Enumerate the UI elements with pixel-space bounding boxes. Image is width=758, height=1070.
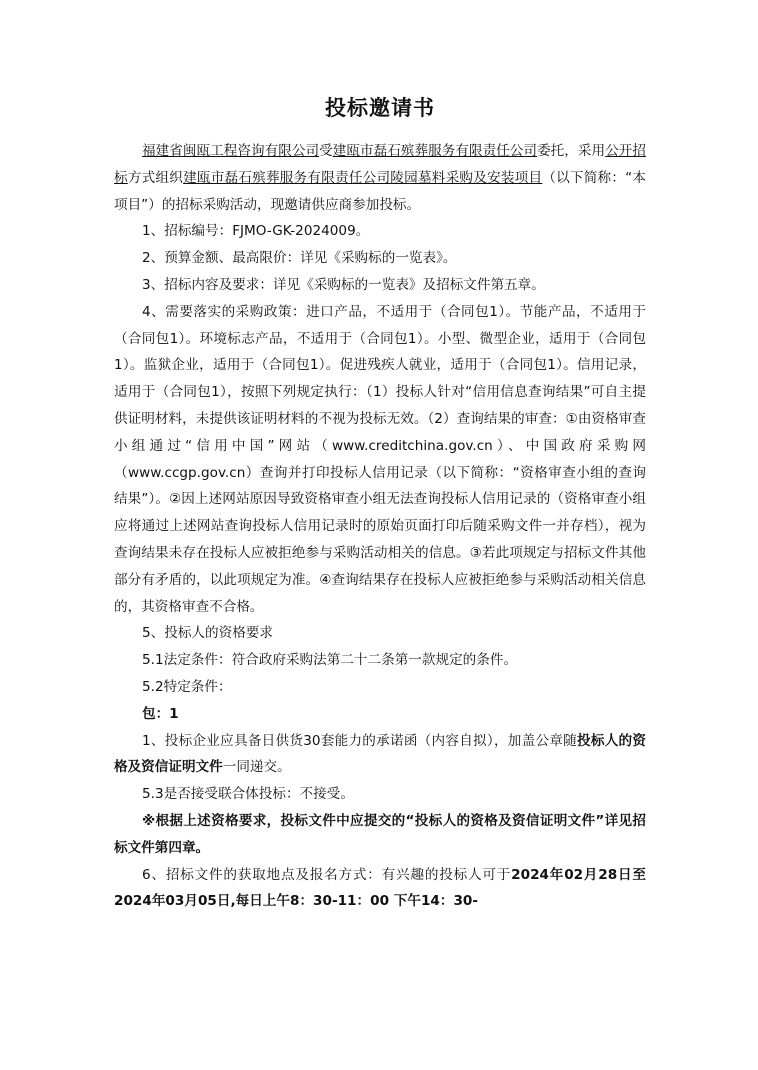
item-budget: 2、预算金额、最高限价：详见《采购标的一览表》。	[142, 250, 457, 267]
document-access-text: 6、招标文件的获取地点及报名方式：有兴趣的投标人可于	[142, 866, 512, 883]
item-content: 3、招标内容及要求：详见《采购标的一览表》及招标文件第五章。	[142, 276, 545, 293]
item-document-access	[114, 862, 646, 916]
item-qualification-heading: 5、投标人的资格要求	[142, 625, 273, 642]
procurement-method: 公开招标	[114, 143, 647, 186]
item-specific-conditions: 5.2特定条件：	[142, 678, 232, 695]
document-access-dates: 2024年02月28日至2024年03月05日,每日上午8：30-11：00 下午14：30-	[114, 866, 646, 910]
intro-paragraph	[114, 138, 646, 218]
qualification-note: ※根据上述资格要求，投标文件中应提交的“投标人的资格及资信证明文件”详见招标文件第四章。	[114, 812, 646, 856]
item-tender-number: 1、招标编号：FJMO-GK-2024009。	[142, 223, 370, 240]
agency-name: 福建省闽瓯工程咨询有限公司	[142, 143, 320, 159]
project-name: 建瓯市磊石殡葬服务有限责任公司陵园墓料采购及安装项目	[183, 169, 543, 186]
purchaser-name: 建瓯市磊石殡葬服务有限责任公司	[332, 143, 538, 159]
intro-text-1: 受	[319, 143, 333, 159]
intro-text-2: 委托，采用	[537, 143, 606, 159]
document-page	[114, 92, 646, 915]
package-requirement-text: 1、投标企业应具备日供货30套能力的承诺函（内容自拟），加盖公章随	[142, 732, 578, 749]
package-requirement-doc: 投标人的资格及资信证明文件	[114, 732, 646, 776]
item-consortium: 5.3是否接受联合体投标：不接受。	[142, 786, 354, 803]
intro-text-4: （以下简称：“本项目”）的招标采购活动，现邀请供应商参加投标。	[114, 169, 647, 213]
package-requirement	[114, 728, 646, 782]
item-legal-conditions: 5.1法定条件：符合政府采购法第二十二条第一款规定的条件。	[142, 652, 518, 669]
intro-text-3: 方式组织	[127, 169, 184, 186]
package-requirement-end: 一同递交。	[222, 759, 291, 776]
package-label: 包：1	[142, 705, 179, 722]
document-title: 投标邀请书	[325, 95, 435, 120]
item-policies: 4、需要落实的采购政策：进口产品，不适用于（合同包1）。节能产品，不适用于（合同包1）。环境标志产品，不适用于（合同包1）。小型、微型企业，适用于（合同包1）。监狱企业，适用于（合同包1）。促进残疾人就业，适用于（合同包1）。信用记录，适用于（合同包1），按照下列规定执行：（1）投标人针对“信用信息查询结果”可自主提供证明材料，未提供该证明材料的不视为投标无效。（2）查询结果的审查：①由资格审查小组通过“信用中国”网站（www.creditchina.gov.cn）、中国政府采购网（www.ccgp.gov.cn）查询并打印投标人信用记录（以下简称：“资格审查小组的查询结果”）。②因上述网站原因导致资格审查小组无法查询投标人信用记录的（资格审查小组应将通过上述网站查询投标人信用记录时的原始页面打印后随采购文件一并存档），视为查询结果未存在投标人应被拒绝参与采购活动相关的信息。③若此项规定与招标文件其他部分有矛盾的，以此项规定为准。④查询结果存在投标人应被拒绝参与采购活动相关信息的，其资格审查不合格。	[114, 303, 646, 615]
